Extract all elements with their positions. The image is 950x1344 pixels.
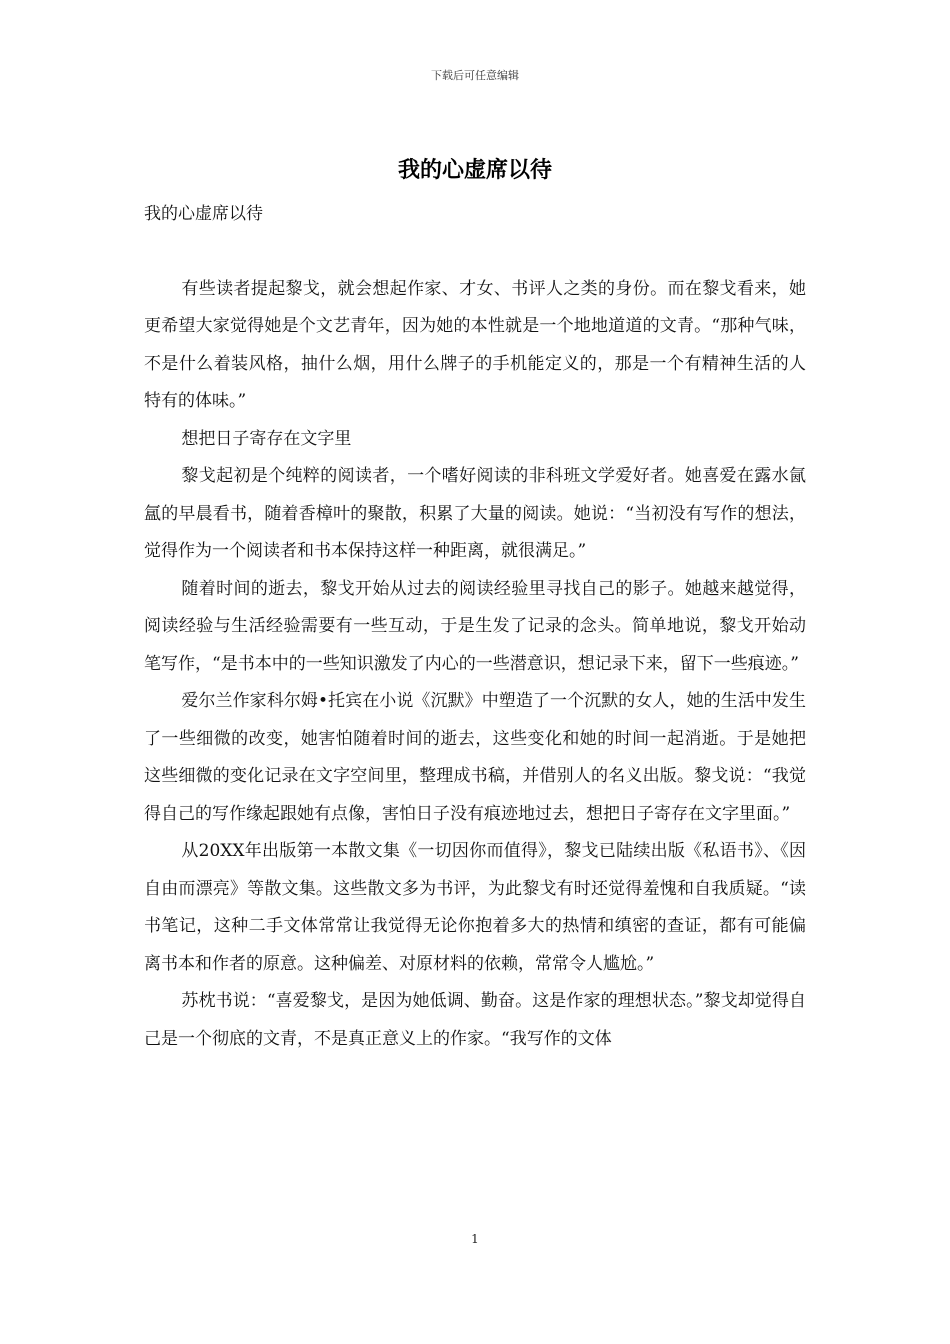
paragraph: 有些读者提起黎戈，就会想起作家、才女、书评人之类的身份。而在黎戈看来，她更希望大家觉得她是个文艺青年，因为她的本性就是一个地地道道的文青。“那种气味，不是什么着装风格，抽什么烟，用什么牌子的手机能定义的，那是一个有精神生活的人特有的体味。” (144, 278, 806, 411)
paragraph: 从20XX年出版第一本散文集《一切因你而值得》，黎戈已陆续出版《私语书》、《因自由而漂亮》等散文集。这些散文多为书评，为此黎戈有时还觉得羞愧和自我质疑。“读书笔记，这种二手文体常常让我觉得无论你抱着多大的热情和缜密的查证，都有可能偏离书本和作者的原意。这种偏差、对原材料的依赖，常常令人尴尬。” (144, 841, 806, 974)
document-body (144, 196, 806, 1058)
paragraph: 苏枕书说：“喜爱黎戈，是因为她低调、勤奋。这是作家的理想状态。”黎戈却觉得自己是一个彻底的文青，不是真正意义上的作家。“我写作的文体 (144, 991, 806, 1049)
document-title: 我的心虚席以待 (397, 157, 552, 183)
header-note: 下载后可任意编辑 (431, 69, 519, 82)
paragraph: 随着时间的逝去，黎戈开始从过去的阅读经验里寻找自己的影子。她越来越觉得，阅读经验与生活经验需要有一些互动，于是生发了记录的念头。简单地说，黎戈开始动笔写作，“是书本中的一些知识激发了内心的一些潜意识，想记录下来，留下一些痕迹。” (144, 578, 806, 674)
page-number: 1 (471, 1232, 479, 1246)
paragraph: 爱尔兰作家科尔姆•托宾在小说《沉默》中塑造了一个沉默的女人，她的生活中发生了一些细微的改变，她害怕随着时间的逝去，这些变化和她的时间一起消逝。于是她把这些细微的变化记录在文字空间里，整理成书稿，并借别人的名义出版。黎戈说：“我觉得自己的写作缘起跟她有点像，害怕日子没有痕迹地过去，想把日子寄存在文字里面。” (144, 691, 806, 824)
paragraph: 黎戈起初是个纯粹的阅读者，一个嗜好阅读的非科班文学爱好者。她喜爱在露水氤氲的早晨看书，随着香樟叶的聚散，积累了大量的阅读。她说：“当初没有写作的想法，觉得作为一个阅读者和书本保持这样一种距离，就很满足。” (144, 466, 806, 561)
document-subtitle: 我的心虚席以待 (144, 204, 263, 224)
section-heading: 想把日子寄存在文字里 (181, 428, 352, 449)
